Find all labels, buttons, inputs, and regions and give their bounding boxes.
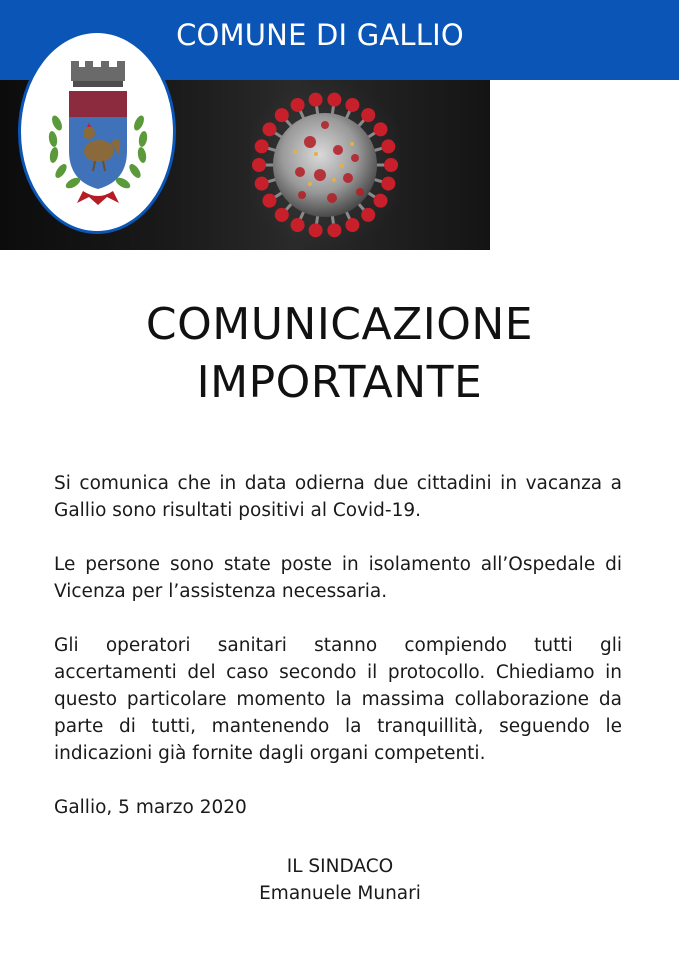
- virus-spike-head: [345, 218, 359, 232]
- virus-spike-head: [374, 194, 388, 208]
- virus-spike-head: [361, 108, 375, 122]
- signature-name: Emanuele Munari: [259, 883, 421, 904]
- virus-spike-head: [384, 158, 398, 172]
- virus-spike-head: [262, 122, 276, 136]
- virus-spike-head: [345, 98, 359, 112]
- virus-spike-head: [291, 98, 305, 112]
- virus-spike-head: [309, 223, 323, 237]
- virus-spike-head: [374, 122, 388, 136]
- coronavirus-icon: [240, 80, 410, 250]
- headline-line-1: COMUNICAZIONE: [145, 299, 534, 350]
- virus-spike-head: [275, 108, 289, 122]
- coat-of-arms-frame: [18, 30, 176, 234]
- signature-title: IL SINDACO: [286, 856, 394, 877]
- virus-spike-head: [309, 93, 323, 107]
- virus-spike-head: [255, 177, 269, 191]
- virus-spike-head: [327, 223, 341, 237]
- virus-spike-head: [381, 139, 395, 153]
- municipality-title: COMUNE DI GALLIO: [176, 18, 464, 52]
- virus-spike-head: [381, 177, 395, 191]
- virus-spike-head: [255, 139, 269, 153]
- gallio-coat-of-arms-icon: [21, 33, 173, 231]
- virus-spike-head: [291, 218, 305, 232]
- virus-spike-head: [327, 93, 341, 107]
- virus-spike-head: [252, 158, 266, 172]
- virus-spike-head: [275, 208, 289, 222]
- date-line: Gallio, 5 marzo 2020: [54, 797, 247, 818]
- virus-spike-head: [262, 194, 276, 208]
- virus-spike-head: [361, 208, 375, 222]
- paragraph-isolation: Le persone sono state poste in isolamento all’Ospedale di Vicenza per l’assistenza necessaria.: [54, 554, 622, 602]
- paragraph-collaboration: Gli operatori sanitari stanno compiendo tutti gli accertamenti del caso secondo il protocollo. Chiediamo in questo particolare momento la massima collaborazione da parte di tutti, mantenendo la tranquillità, seguendo le indicazioni già fornite dagli organi competenti.: [54, 635, 622, 764]
- signature-block: [190, 853, 490, 907]
- paragraph-positive-cases: Si comunica che in data odierna due cittadini in vacanza a Gallio sono risultati positivi al Covid-19.: [54, 473, 622, 521]
- notice-body: [54, 470, 622, 821]
- notice-headline: [40, 296, 639, 412]
- headline-line-2: IMPORTANTE: [196, 357, 483, 408]
